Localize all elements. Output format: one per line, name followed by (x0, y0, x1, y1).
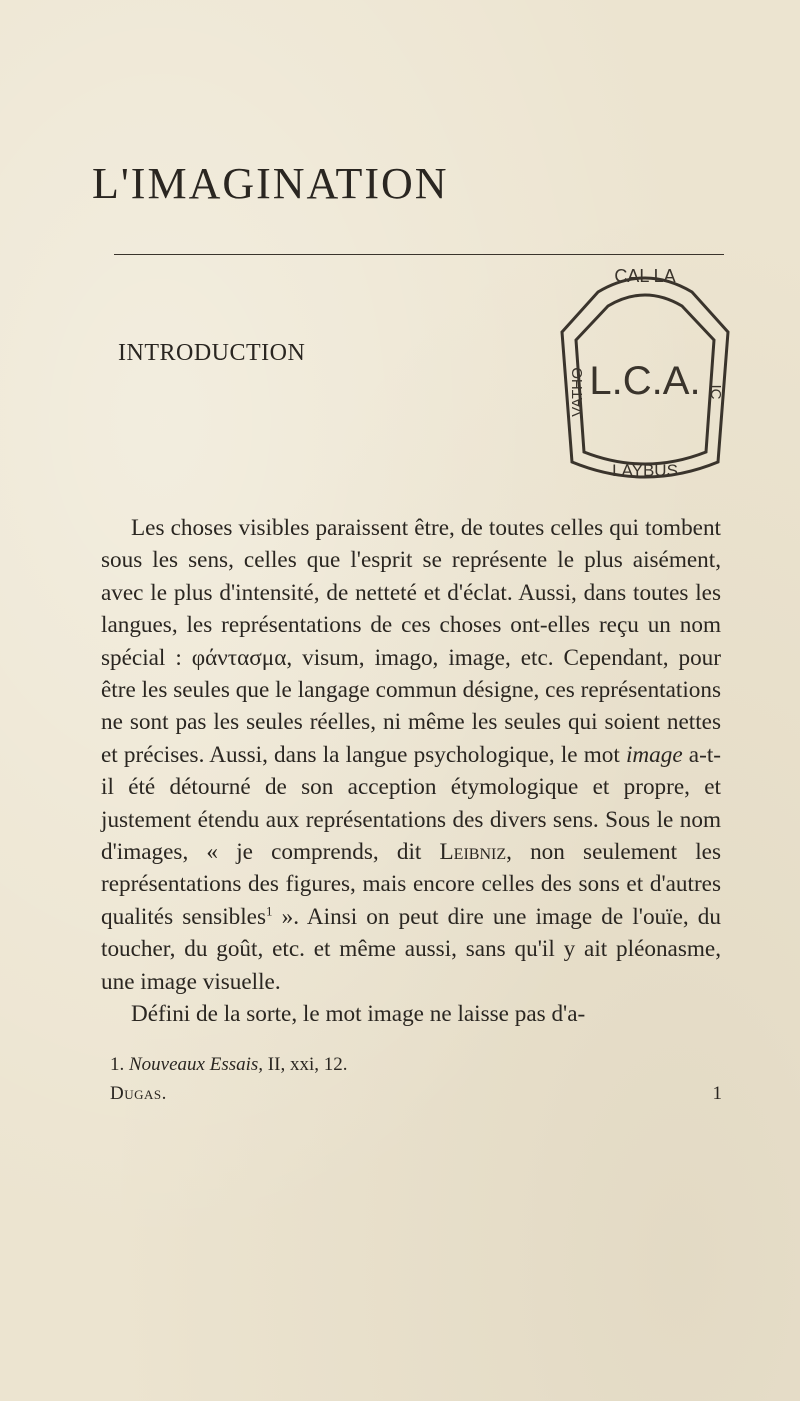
paragraph-1: Les choses visibles paraissent être, de toutes celles qui tombent sous les sens, celles que l'esprit se représente le plus aisément, avec le plus d'intensité, de netteté et d'éclat. Aussi, dans toutes les langues, les représentations de ces choses ont-elles reçu un nom spécial : φάντασμα, visum, imago, image, etc. Cependant, pour être les seules que le langage commun désigne, ces représentations ne sont pas les seules réelles, ni même les seules qui soient nettes et précises. Aussi, dans la langue psychologique, le mot image a-t-il été détourné de son acception étymologique et propre, et justement étendu aux représentations des divers sens. Sous le nom d'images, « je comprends, dit Leibniz, non seulement les représentations des figures, mais encore celles des sons et d'autres qualités sensibles$^1$ ». Ainsi on peut dire une image de l'ouïe, du toucher, du goût, etc. et même aussi, sans qu'il y ait pléonasme, une image visuelle. (101, 515, 722, 995)
stamp-right-text: IC (707, 384, 724, 400)
author-name: Leibniz (439, 839, 507, 866)
footer-author: Dugas. (110, 1083, 167, 1104)
section-heading: INTRODUCTION (118, 340, 306, 366)
stamp-center-text: L.C.A. (589, 359, 701, 403)
footnote-reference: 1 (266, 903, 273, 919)
library-stamp (558, 262, 732, 490)
page-footer (110, 1083, 722, 1107)
body-text (101, 512, 721, 1031)
stamp-left-text: VATHO (569, 367, 586, 417)
italic-term: image (625, 741, 683, 768)
signature-mark: 1 (712, 1083, 722, 1104)
stamp-bottom-text: LAYBUS (612, 461, 678, 480)
paragraph-2: Défini de la sorte, le mot image ne laisse pas d'a- (131, 1001, 586, 1028)
title-rule (114, 254, 724, 255)
footnote-title: Nouveaux Essais, (129, 1054, 264, 1075)
stamp-top-text: CAL LA (614, 266, 676, 286)
chapter-title: L'IMAGINATION (92, 159, 449, 208)
footnote: 1. Nouveaux Essais, II, xxi, 12. (110, 1054, 348, 1075)
